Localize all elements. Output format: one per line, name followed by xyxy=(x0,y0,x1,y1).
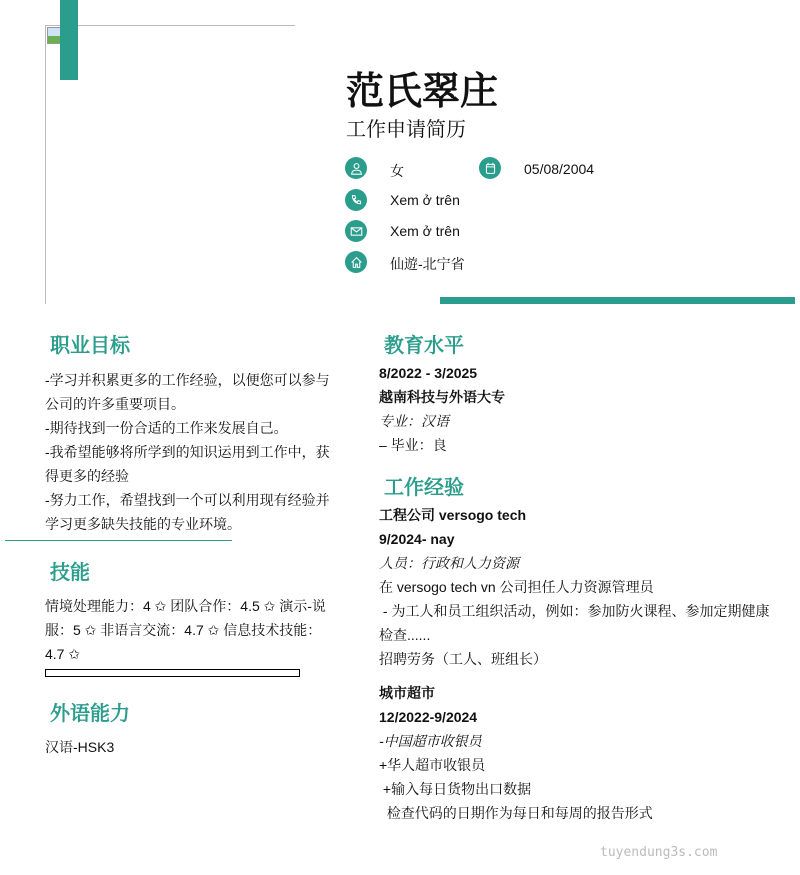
skills-text xyxy=(45,594,326,666)
text-line: 得更多的经验 xyxy=(45,468,129,484)
email: Xem ở trên xyxy=(390,223,460,239)
text-line: -期待找到一份合适的工作来发展自己。 xyxy=(45,420,288,436)
language-text: 汉语-HSK3 xyxy=(45,739,115,755)
job-role: -中国超市收银员 xyxy=(379,733,482,749)
email-icon xyxy=(345,220,367,242)
text-line: 检查代码的日期作为每日和每周的报告形式 xyxy=(379,805,653,821)
job-role: 人员：行政和人力资源 xyxy=(379,555,519,571)
education-heading: 教育水平 xyxy=(384,335,464,357)
job-entry xyxy=(379,503,769,671)
home-icon xyxy=(345,251,367,273)
company-name: 城市超市 xyxy=(379,685,435,701)
major: 专业：汉语 xyxy=(379,413,449,429)
divider xyxy=(5,540,232,541)
experience-heading: 工作经验 xyxy=(384,477,464,499)
career-heading: 职业目标 xyxy=(50,335,130,357)
resume-subtitle: 工作申请简历 xyxy=(346,119,466,141)
text-line: 服：5 ✩ 非语言交流：4.7 ✩ 信息技术技能： xyxy=(45,622,322,638)
text-line: -学习并积累更多的工作经验，以便您可以参与 xyxy=(45,372,330,388)
grade: – 毕业：良 xyxy=(379,437,447,453)
company-name: 工程公司 versogo tech xyxy=(379,507,527,523)
address: 仙遊-北宁省 xyxy=(390,256,465,272)
text-line: 4.7 ✩ xyxy=(45,646,81,662)
text-line: -我希望能够将所学到的知识运用到工作中，获 xyxy=(45,444,330,460)
phone-icon xyxy=(345,189,367,211)
text-line: 在 versogo tech vn 公司担任人力资源管理员 xyxy=(379,579,654,595)
birthdate: 05/08/2004 xyxy=(524,161,595,177)
languages-heading: 外语能力 xyxy=(50,703,130,725)
text-line: -努力工作，希望找到一个可以利用现有经验并 xyxy=(45,492,330,508)
education-block xyxy=(379,361,505,457)
school-name: 越南科技与外语大专 xyxy=(379,389,505,405)
candidate-name: 范氏翠庄 xyxy=(346,71,499,113)
text-line: 检查...... xyxy=(379,627,431,643)
job-period: 12/2022-9/2024 xyxy=(379,709,478,725)
text-line: - 为工人和员工组织活动，例如：参加防火课程、参加定期健康 xyxy=(379,603,770,619)
skills-heading: 技能 xyxy=(50,562,90,584)
gender: 女 xyxy=(390,163,404,179)
user-icon xyxy=(345,157,367,179)
calendar-icon xyxy=(479,157,501,179)
text-line: +华人超市收银员 xyxy=(379,757,486,773)
text-line: 招聘劳务（工人、班组长） xyxy=(379,651,547,667)
career-text xyxy=(45,368,330,536)
text-line: +输入每日货物出口数据 xyxy=(379,781,532,797)
decorative-line xyxy=(440,297,795,304)
phone: Xem ở trên xyxy=(390,192,460,208)
text-line: 情境处理能力：4 ✩ 团队合作：4.5 ✩ 演示-说 xyxy=(45,598,326,614)
profile-photo xyxy=(45,25,295,304)
job-period: 9/2024- nay xyxy=(379,531,455,547)
text-line: 学习更多缺失技能的专业环境。 xyxy=(45,516,241,532)
watermark: tuyendung3s.com xyxy=(600,845,718,860)
job-entry xyxy=(379,681,653,825)
skill-bar xyxy=(45,669,300,677)
education-period: 8/2022 - 3/2025 xyxy=(379,365,478,381)
text-line: 公司的许多重要项目。 xyxy=(45,396,185,412)
decorative-bar xyxy=(60,0,78,80)
